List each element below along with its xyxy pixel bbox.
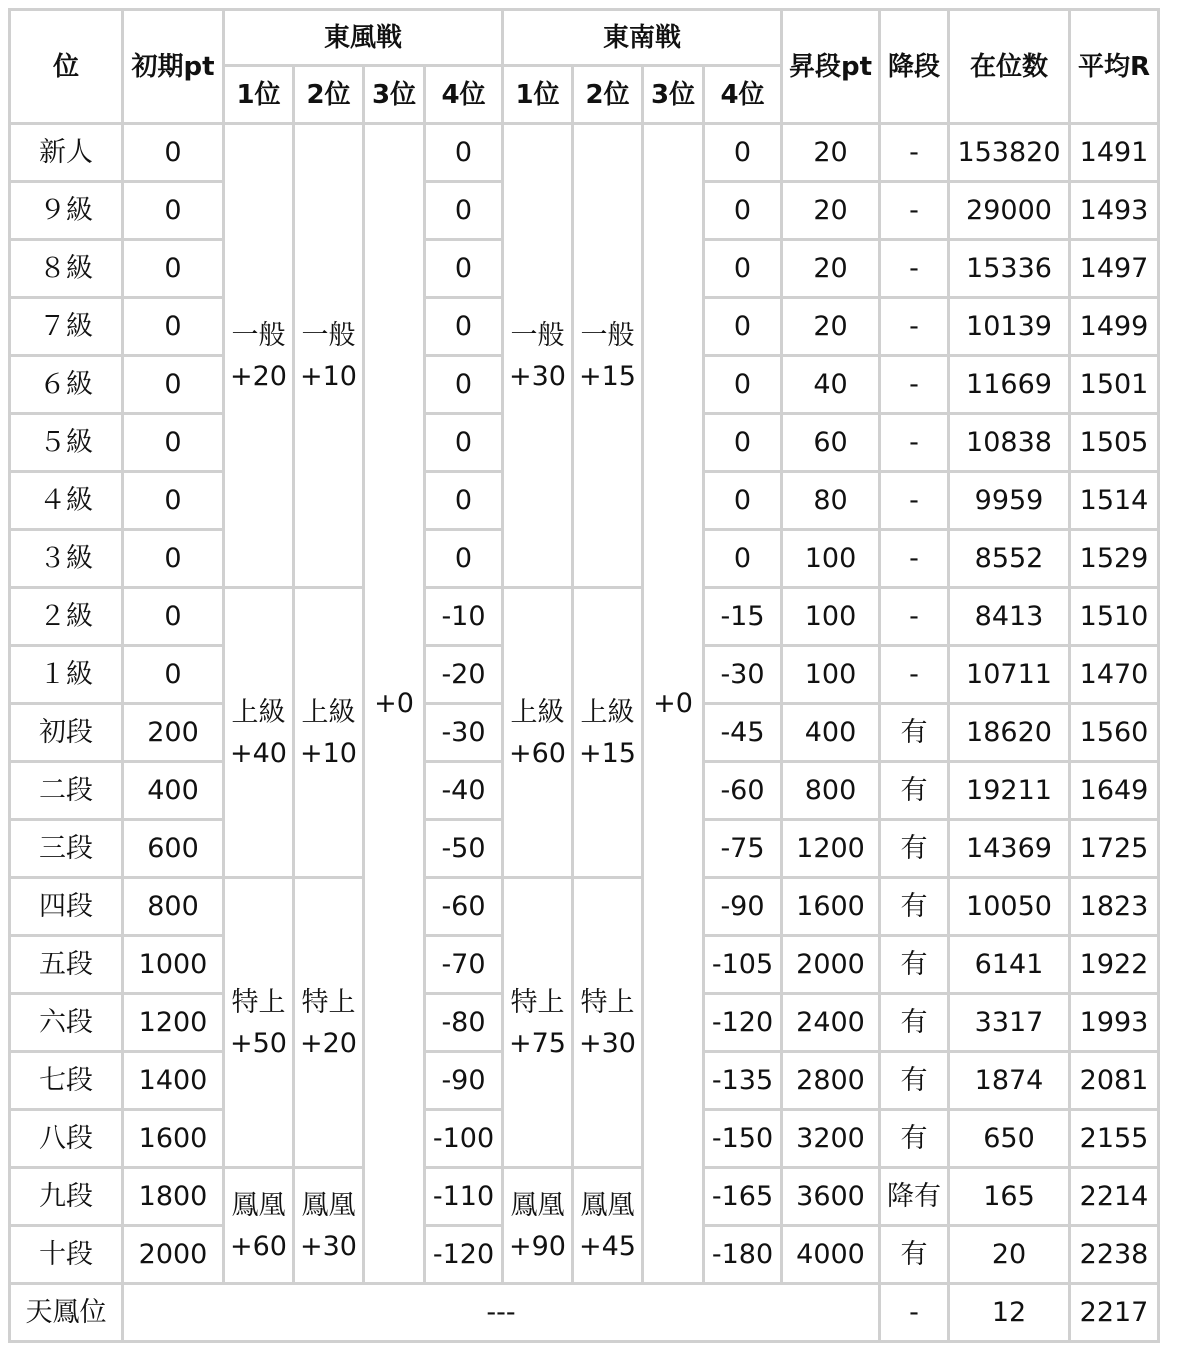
count-cell: 10711 xyxy=(950,647,1068,702)
tonnan-4th-cell: -30 xyxy=(705,647,780,702)
bonus-value: +15 xyxy=(579,737,636,769)
tonnan-4th-cell: -60 xyxy=(705,763,780,818)
header-demote: 降段 xyxy=(881,11,947,122)
promote-pt-cell: 1200 xyxy=(783,821,878,876)
initial-pt-cell: 1400 xyxy=(124,1053,222,1108)
initial-pt-cell: 0 xyxy=(124,357,222,412)
bonus-value: +90 xyxy=(509,1230,566,1262)
bonus-tier-label: 特上 xyxy=(580,986,635,1018)
bonus-value: +40 xyxy=(230,737,287,769)
promote-pt-cell: 3200 xyxy=(783,1111,878,1166)
table-row xyxy=(11,879,1157,934)
tonpu-4th-cell: -20 xyxy=(426,647,501,702)
count-cell: 165 xyxy=(950,1169,1068,1224)
count-cell: 18620 xyxy=(950,705,1068,760)
count-cell: 29000 xyxy=(950,183,1068,238)
tonpu-2nd-bonus xyxy=(295,1169,362,1282)
tonnan-4th-cell: -15 xyxy=(705,589,780,644)
demote-cell: 降有 xyxy=(881,1169,947,1224)
promote-pt-cell: 20 xyxy=(783,183,878,238)
tonnan-1st-bonus xyxy=(504,879,571,1166)
bonus-value: +30 xyxy=(579,1027,636,1059)
tonpu-4th-cell: -70 xyxy=(426,937,501,992)
tonpu-4th-cell: -90 xyxy=(426,1053,501,1108)
count-cell: 12 xyxy=(950,1285,1068,1340)
tonnan-4th-cell: 0 xyxy=(705,415,780,470)
tonpu-4th-cell: 0 xyxy=(426,531,501,586)
rank-cell: １級 xyxy=(11,647,121,702)
bonus-value: +30 xyxy=(509,360,566,392)
bonus-value: +45 xyxy=(579,1230,636,1262)
count-cell: 3317 xyxy=(950,995,1068,1050)
avg-r-cell: 1922 xyxy=(1071,937,1157,992)
bonus-value: +60 xyxy=(509,737,566,769)
rank-cell: ２級 xyxy=(11,589,121,644)
rank-cell: 九段 xyxy=(11,1169,121,1224)
avg-r-cell: 1470 xyxy=(1071,647,1157,702)
rank-cell: ６級 xyxy=(11,357,121,412)
demote-cell: - xyxy=(881,125,947,180)
demote-cell: - xyxy=(881,415,947,470)
avg-r-cell: 1560 xyxy=(1071,705,1157,760)
rank-cell: 天鳳位 xyxy=(11,1285,121,1340)
bonus-value: +20 xyxy=(230,360,287,392)
count-cell: 19211 xyxy=(950,763,1068,818)
avg-r-cell: 1499 xyxy=(1071,299,1157,354)
initial-pt-cell: 0 xyxy=(124,473,222,528)
tonnan-4th-cell: 0 xyxy=(705,299,780,354)
bonus-tier-label: 上級 xyxy=(510,696,565,728)
tonpu-2nd-bonus xyxy=(295,589,362,876)
tonpu-4th-cell: 0 xyxy=(426,415,501,470)
initial-pt-cell: 1000 xyxy=(124,937,222,992)
promote-pt-cell: 40 xyxy=(783,357,878,412)
avg-r-cell: 1493 xyxy=(1071,183,1157,238)
merged-empty-cell: --- xyxy=(124,1285,878,1340)
tonnan-2nd-bonus xyxy=(574,1169,641,1282)
tonpu-4th-cell: 0 xyxy=(426,125,501,180)
tonpu-4th-cell: 0 xyxy=(426,299,501,354)
bonus-value: +10 xyxy=(300,360,357,392)
tonnan-2nd-bonus xyxy=(574,879,641,1166)
bonus-value: +60 xyxy=(230,1230,287,1262)
demote-cell: 有 xyxy=(881,705,947,760)
table-row xyxy=(11,1169,1157,1224)
avg-r-cell: 1514 xyxy=(1071,473,1157,528)
tonpu-4th-cell: -100 xyxy=(426,1111,501,1166)
avg-r-cell: 1505 xyxy=(1071,415,1157,470)
tonpu-4th-cell: 0 xyxy=(426,183,501,238)
initial-pt-cell: 200 xyxy=(124,705,222,760)
table-row xyxy=(11,589,1157,644)
count-cell: 6141 xyxy=(950,937,1068,992)
rank-cell: 新人 xyxy=(11,125,121,180)
demote-cell: 有 xyxy=(881,995,947,1050)
tonpu-2nd-bonus xyxy=(295,125,362,586)
table-row xyxy=(11,1285,1157,1340)
tonpu-4th-cell: 0 xyxy=(426,241,501,296)
avg-r-cell: 2081 xyxy=(1071,1053,1157,1108)
bonus-tier-label: 上級 xyxy=(231,696,286,728)
header-tonpu-2nd: 2位 xyxy=(295,67,362,122)
rank-cell: 十段 xyxy=(11,1227,121,1282)
bonus-tier-label: 上級 xyxy=(580,696,635,728)
initial-pt-cell: 0 xyxy=(124,183,222,238)
count-cell: 10838 xyxy=(950,415,1068,470)
header-tonnan-4th: 4位 xyxy=(705,67,780,122)
demote-cell: 有 xyxy=(881,821,947,876)
bonus-tier-label: 鳳凰 xyxy=(301,1189,356,1221)
initial-pt-cell: 2000 xyxy=(124,1227,222,1282)
bonus-tier-label: 特上 xyxy=(301,986,356,1018)
tonnan-1st-bonus xyxy=(504,125,571,586)
tonpu-4th-cell: 0 xyxy=(426,357,501,412)
bonus-tier-label: 上級 xyxy=(301,696,356,728)
bonus-tier-label: 特上 xyxy=(510,986,565,1018)
promote-pt-cell: 20 xyxy=(783,125,878,180)
tonpu-4th-cell: -40 xyxy=(426,763,501,818)
demote-cell: - xyxy=(881,647,947,702)
demote-cell: 有 xyxy=(881,763,947,818)
rank-cell: ９級 xyxy=(11,183,121,238)
avg-r-cell: 1510 xyxy=(1071,589,1157,644)
count-cell: 1874 xyxy=(950,1053,1068,1108)
tonnan-2nd-bonus xyxy=(574,125,641,586)
tonnan-4th-cell: -165 xyxy=(705,1169,780,1224)
bonus-value: +50 xyxy=(230,1027,287,1059)
avg-r-cell: 1725 xyxy=(1071,821,1157,876)
rank-cell: 四段 xyxy=(11,879,121,934)
header-rank: 位 xyxy=(11,11,121,122)
header-avg-r: 平均R xyxy=(1071,11,1157,122)
tonnan-4th-cell: 0 xyxy=(705,125,780,180)
header-initial-pt: 初期pt xyxy=(124,11,222,122)
header-tonnan: 東南戦 xyxy=(504,11,780,64)
count-cell: 15336 xyxy=(950,241,1068,296)
initial-pt-cell: 0 xyxy=(124,299,222,354)
bonus-tier-label: 一般 xyxy=(580,319,635,351)
demote-cell: - xyxy=(881,1285,947,1340)
avg-r-cell: 2238 xyxy=(1071,1227,1157,1282)
rank-cell: 六段 xyxy=(11,995,121,1050)
header-tonpu: 東風戦 xyxy=(225,11,501,64)
count-cell: 10050 xyxy=(950,879,1068,934)
avg-r-cell: 1529 xyxy=(1071,531,1157,586)
rank-table xyxy=(8,8,1160,1343)
demote-cell: - xyxy=(881,183,947,238)
demote-cell: - xyxy=(881,299,947,354)
tonpu-4th-cell: -60 xyxy=(426,879,501,934)
rank-cell: ７級 xyxy=(11,299,121,354)
count-cell: 10139 xyxy=(950,299,1068,354)
tonnan-4th-cell: 0 xyxy=(705,183,780,238)
tonnan-4th-cell: -105 xyxy=(705,937,780,992)
tonnan-3rd-bonus: +0 xyxy=(644,125,702,1282)
bonus-tier-label: 鳳凰 xyxy=(510,1189,565,1221)
header-tonpu-3rd: 3位 xyxy=(365,67,423,122)
promote-pt-cell: 100 xyxy=(783,531,878,586)
avg-r-cell: 1823 xyxy=(1071,879,1157,934)
bonus-tier-label: 一般 xyxy=(231,319,286,351)
promote-pt-cell: 3600 xyxy=(783,1169,878,1224)
promote-pt-cell: 100 xyxy=(783,589,878,644)
tonnan-4th-cell: -135 xyxy=(705,1053,780,1108)
tonpu-1st-bonus xyxy=(225,589,292,876)
avg-r-cell: 1497 xyxy=(1071,241,1157,296)
count-cell: 11669 xyxy=(950,357,1068,412)
demote-cell: 有 xyxy=(881,1111,947,1166)
header-tonpu-1st: 1位 xyxy=(225,67,292,122)
promote-pt-cell: 4000 xyxy=(783,1227,878,1282)
promote-pt-cell: 800 xyxy=(783,763,878,818)
count-cell: 8552 xyxy=(950,531,1068,586)
initial-pt-cell: 0 xyxy=(124,415,222,470)
bonus-tier-label: 鳳凰 xyxy=(231,1189,286,1221)
tonnan-4th-cell: -75 xyxy=(705,821,780,876)
initial-pt-cell: 1200 xyxy=(124,995,222,1050)
initial-pt-cell: 1800 xyxy=(124,1169,222,1224)
initial-pt-cell: 0 xyxy=(124,531,222,586)
demote-cell: 有 xyxy=(881,937,947,992)
table-row xyxy=(11,125,1157,180)
initial-pt-cell: 0 xyxy=(124,647,222,702)
tonpu-1st-bonus xyxy=(225,1169,292,1282)
header-count: 在位数 xyxy=(950,11,1068,122)
demote-cell: - xyxy=(881,241,947,296)
header-tonnan-2nd: 2位 xyxy=(574,67,641,122)
header-tonpu-4th: 4位 xyxy=(426,67,501,122)
rank-cell: ４級 xyxy=(11,473,121,528)
avg-r-cell: 1993 xyxy=(1071,995,1157,1050)
rank-cell: 初段 xyxy=(11,705,121,760)
tonpu-4th-cell: -80 xyxy=(426,995,501,1050)
header-promote-pt: 昇段pt xyxy=(783,11,878,122)
header-tonnan-3rd: 3位 xyxy=(644,67,702,122)
bonus-tier-label: 特上 xyxy=(231,986,286,1018)
initial-pt-cell: 0 xyxy=(124,125,222,180)
bonus-tier-label: 一般 xyxy=(301,319,356,351)
bonus-value: +10 xyxy=(300,737,357,769)
tonnan-1st-bonus xyxy=(504,589,571,876)
count-cell: 8413 xyxy=(950,589,1068,644)
table-body xyxy=(11,125,1157,1340)
demote-cell: - xyxy=(881,531,947,586)
promote-pt-cell: 400 xyxy=(783,705,878,760)
rank-cell: 八段 xyxy=(11,1111,121,1166)
tonnan-4th-cell: 0 xyxy=(705,241,780,296)
avg-r-cell: 1491 xyxy=(1071,125,1157,180)
tonpu-4th-cell: -110 xyxy=(426,1169,501,1224)
bonus-tier-label: 鳳凰 xyxy=(580,1189,635,1221)
promote-pt-cell: 2400 xyxy=(783,995,878,1050)
promote-pt-cell: 100 xyxy=(783,647,878,702)
tonpu-2nd-bonus xyxy=(295,879,362,1166)
demote-cell: 有 xyxy=(881,879,947,934)
initial-pt-cell: 600 xyxy=(124,821,222,876)
rank-cell: 七段 xyxy=(11,1053,121,1108)
tonnan-4th-cell: 0 xyxy=(705,357,780,412)
tonpu-4th-cell: -30 xyxy=(426,705,501,760)
tonpu-4th-cell: -50 xyxy=(426,821,501,876)
tonnan-4th-cell: 0 xyxy=(705,473,780,528)
rank-cell: 五段 xyxy=(11,937,121,992)
initial-pt-cell: 400 xyxy=(124,763,222,818)
count-cell: 20 xyxy=(950,1227,1068,1282)
demote-cell: - xyxy=(881,589,947,644)
avg-r-cell: 2217 xyxy=(1071,1285,1157,1340)
rank-table-wrapper xyxy=(8,8,1160,1343)
tonnan-4th-cell: -45 xyxy=(705,705,780,760)
tonpu-4th-cell: -120 xyxy=(426,1227,501,1282)
tonnan-4th-cell: -150 xyxy=(705,1111,780,1166)
bonus-value: +75 xyxy=(509,1027,566,1059)
tonpu-4th-cell: -10 xyxy=(426,589,501,644)
tonnan-4th-cell: -120 xyxy=(705,995,780,1050)
rank-cell: ５級 xyxy=(11,415,121,470)
count-cell: 153820 xyxy=(950,125,1068,180)
rank-cell: ８級 xyxy=(11,241,121,296)
count-cell: 9959 xyxy=(950,473,1068,528)
rank-cell: ３級 xyxy=(11,531,121,586)
avg-r-cell: 2214 xyxy=(1071,1169,1157,1224)
initial-pt-cell: 0 xyxy=(124,241,222,296)
avg-r-cell: 1501 xyxy=(1071,357,1157,412)
tonnan-1st-bonus xyxy=(504,1169,571,1282)
bonus-tier-label: 一般 xyxy=(510,319,565,351)
promote-pt-cell: 2800 xyxy=(783,1053,878,1108)
promote-pt-cell: 1600 xyxy=(783,879,878,934)
bonus-value: +20 xyxy=(300,1027,357,1059)
rank-cell: 三段 xyxy=(11,821,121,876)
promote-pt-cell: 80 xyxy=(783,473,878,528)
rank-cell: 二段 xyxy=(11,763,121,818)
demote-cell: - xyxy=(881,357,947,412)
demote-cell: 有 xyxy=(881,1053,947,1108)
initial-pt-cell: 1600 xyxy=(124,1111,222,1166)
tonnan-2nd-bonus xyxy=(574,589,641,876)
initial-pt-cell: 800 xyxy=(124,879,222,934)
count-cell: 14369 xyxy=(950,821,1068,876)
avg-r-cell: 1649 xyxy=(1071,763,1157,818)
avg-r-cell: 2155 xyxy=(1071,1111,1157,1166)
count-cell: 650 xyxy=(950,1111,1068,1166)
promote-pt-cell: 2000 xyxy=(783,937,878,992)
tonnan-4th-cell: -90 xyxy=(705,879,780,934)
header-tonnan-1st: 1位 xyxy=(504,67,571,122)
demote-cell: - xyxy=(881,473,947,528)
bonus-value: +15 xyxy=(579,360,636,392)
demote-cell: 有 xyxy=(881,1227,947,1282)
tonpu-4th-cell: 0 xyxy=(426,473,501,528)
tonnan-4th-cell: -180 xyxy=(705,1227,780,1282)
bonus-value: +30 xyxy=(300,1230,357,1262)
tonnan-4th-cell: 0 xyxy=(705,531,780,586)
promote-pt-cell: 20 xyxy=(783,241,878,296)
tonpu-1st-bonus xyxy=(225,125,292,586)
tonpu-1st-bonus xyxy=(225,879,292,1166)
promote-pt-cell: 20 xyxy=(783,299,878,354)
tonpu-3rd-bonus: +0 xyxy=(365,125,423,1282)
promote-pt-cell: 60 xyxy=(783,415,878,470)
initial-pt-cell: 0 xyxy=(124,589,222,644)
